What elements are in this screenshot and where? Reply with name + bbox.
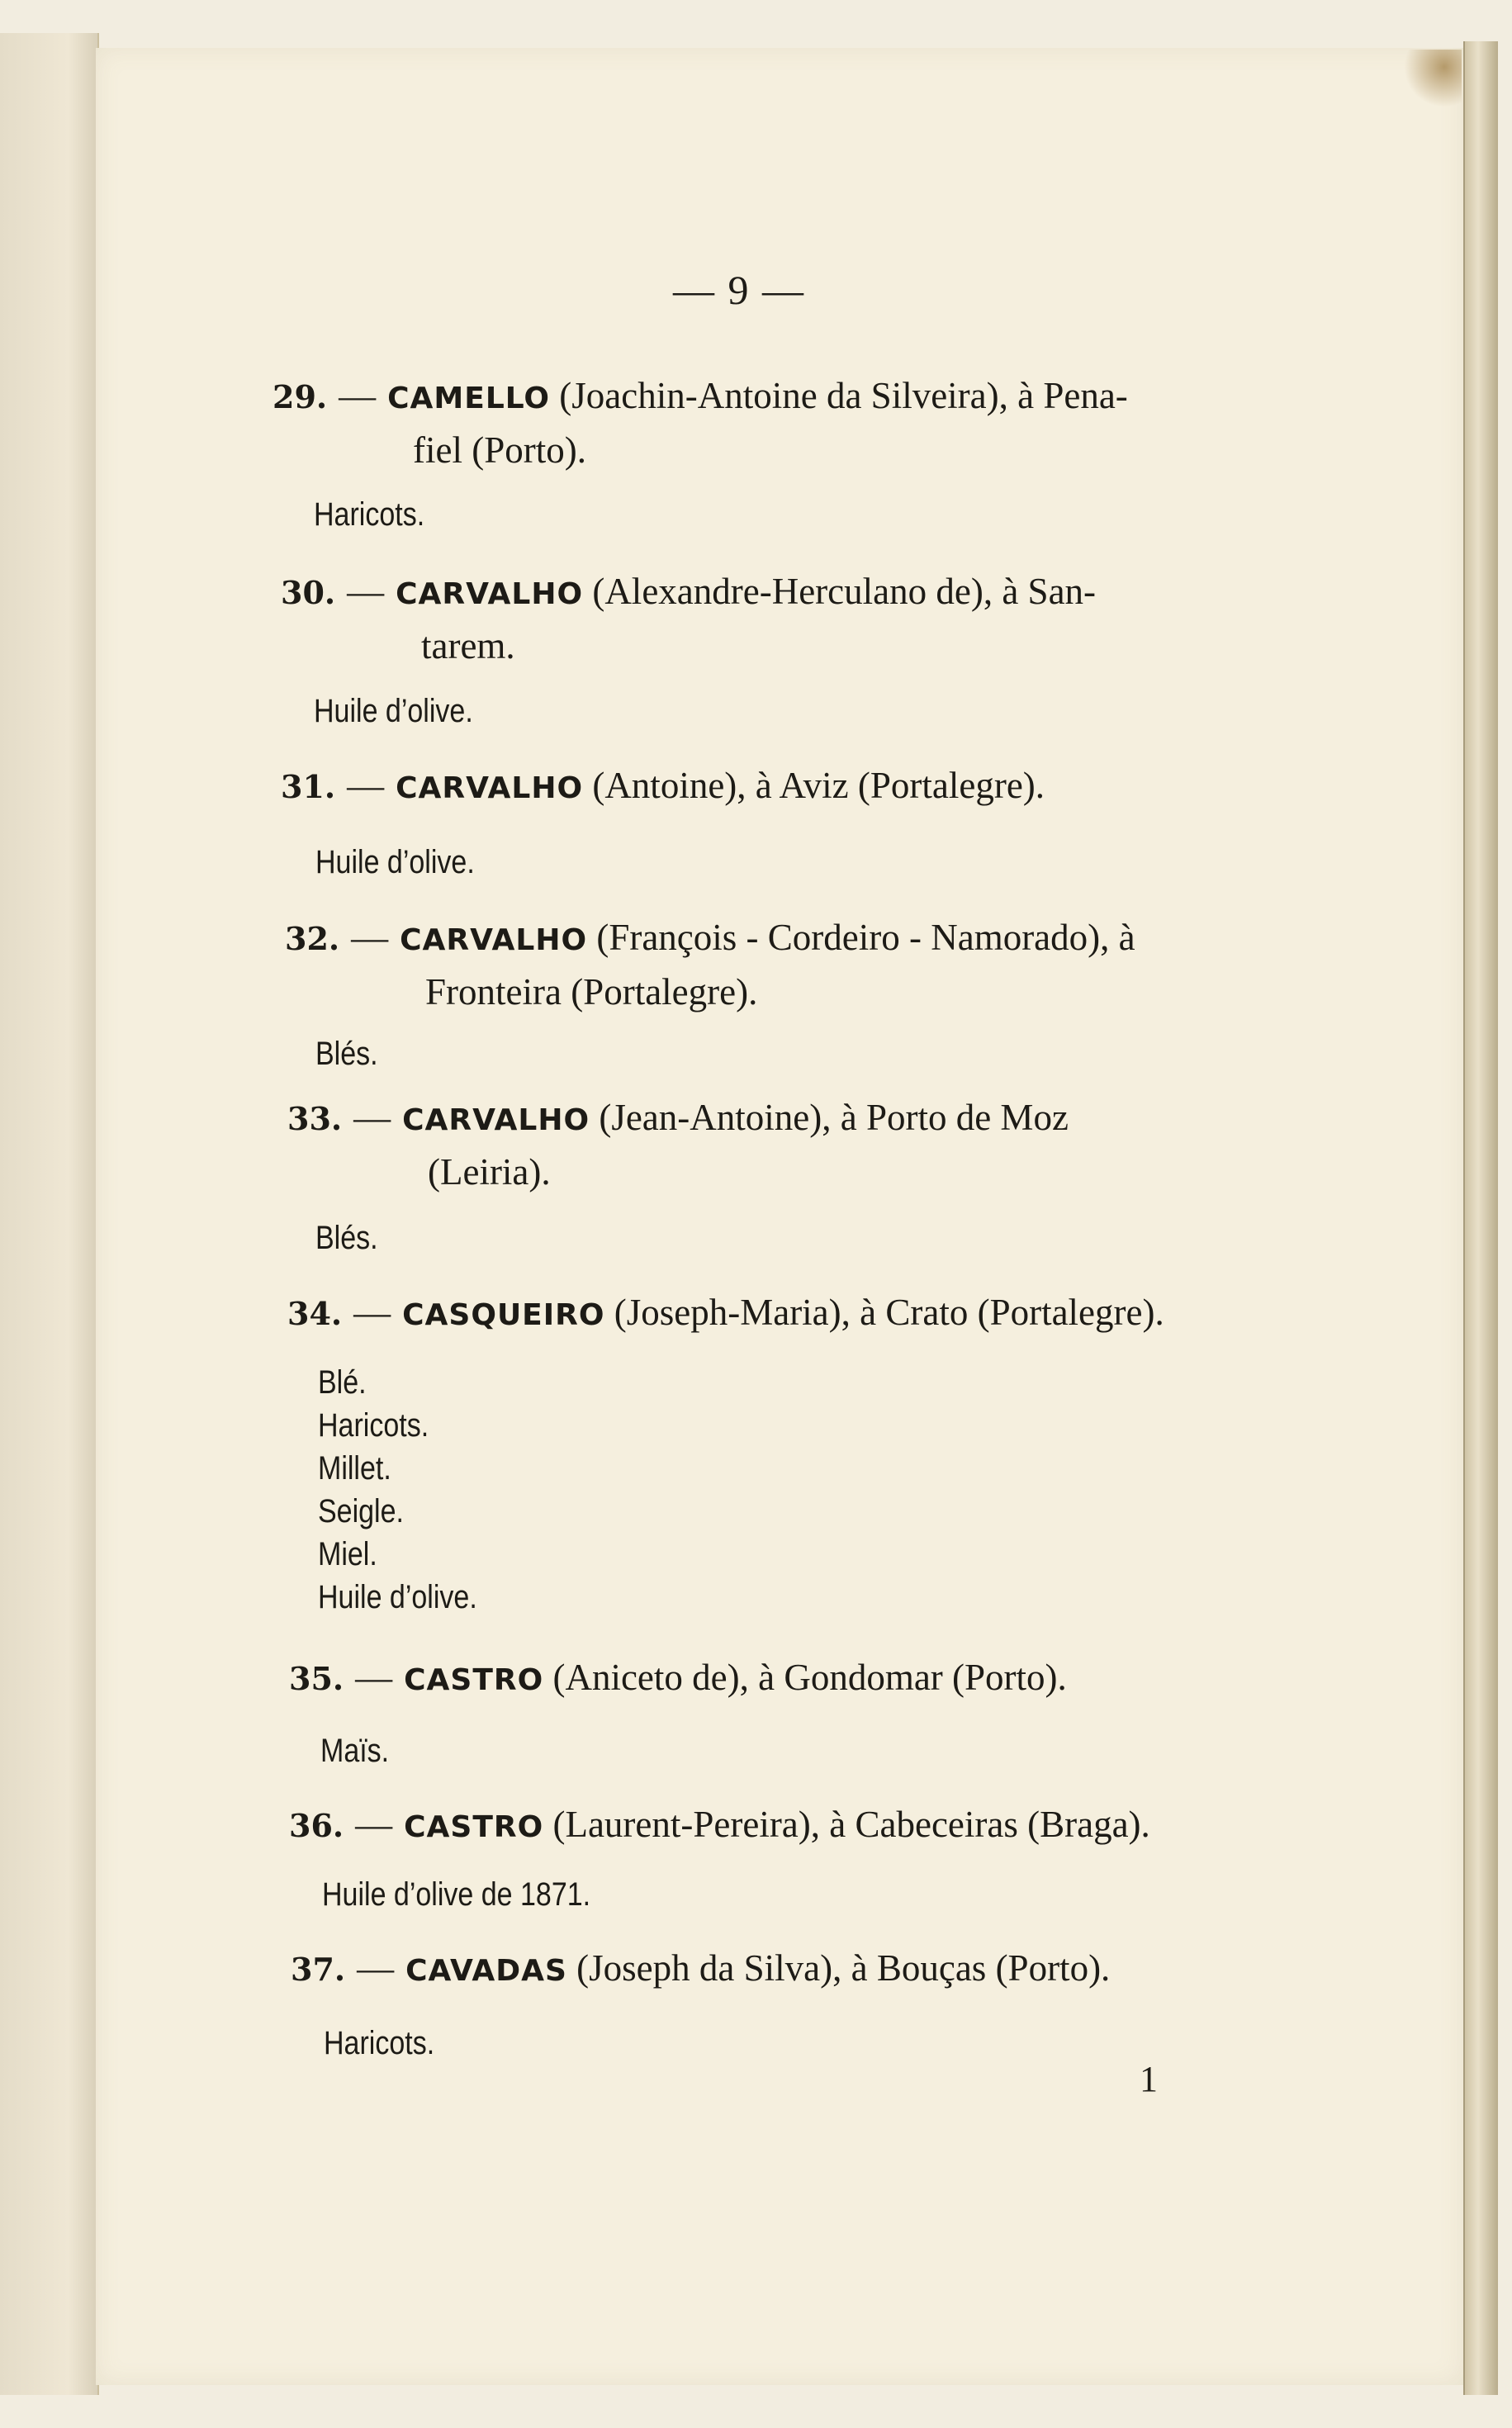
product-item: Seigle. [318,1493,404,1529]
entry-dash: — [353,1292,391,1333]
entry-surname: CARVALHO [400,923,588,957]
product-item: Millet. [318,1450,391,1487]
entry-number: 31. [281,768,336,805]
entry-surname: CASTRO [404,1810,544,1844]
product-item: Maïs. [320,1733,390,1769]
entry-details: (Laurent-Pereira), à Cabeceiras (Braga). [552,1804,1150,1845]
entry-number: 35. [289,1660,344,1697]
corner-stain [1404,50,1462,107]
product-item: Blé. [318,1364,367,1401]
entry-dash: — [357,1947,395,1989]
entry-details: (Alexandre-Herculano de), à San- [592,571,1097,612]
page-number: — 9 — [673,267,805,313]
entry-details-cont: (Leiria). [428,1151,551,1193]
entry-number: 36. [289,1807,344,1844]
entry-details: (François - Cordeiro - Namorado), à [596,917,1135,958]
page-stack-edge [1463,41,1498,2395]
entry-37 [291,1942,1298,1997]
entry-dash: — [355,1804,393,1845]
entry-dash: — [351,917,389,958]
product-item: Haricots. [314,496,425,533]
entry-number: 34. [287,1295,343,1332]
entry-30 [281,566,1280,671]
entry-number: 30. [281,574,336,611]
entry-dash: — [353,1097,391,1138]
entry-number: 32. [285,920,340,957]
entry-details: (Joseph-Maria), à Crato (Portalegre). [614,1292,1164,1333]
entry-details-cont: Fronteira (Portalegre). [425,971,758,1012]
signature-mark: 1 [1140,2059,1158,2099]
product-item: Huile d’olive. [315,844,475,880]
entry-32 [285,912,1276,1017]
entry-number: 29. [273,378,328,415]
entry-dash: — [347,765,385,806]
entry-surname: CARVALHO [396,577,584,611]
product-item: Huile d’olive de 1871. [322,1876,591,1913]
entry-details: (Aniceto de), à Gondomar (Porto). [552,1657,1067,1698]
entry-surname: CASQUEIRO [402,1298,605,1332]
entry-29 [273,370,1280,476]
entry-surname: CAMELLO [387,382,551,415]
entry-36 [289,1799,1296,1853]
entry-dash: — [355,1657,393,1698]
entry-surname: CAVADAS [405,1954,567,1988]
entry-31 [281,760,1280,814]
product-item: Haricots. [324,2025,435,2061]
product-item: Miel. [318,1536,377,1572]
entry-dash: — [339,375,377,416]
entry-surname: CASTRO [404,1663,544,1697]
entry-details: (Jean-Antoine), à Porto de Moz [599,1097,1069,1138]
entry-number: 37. [291,1951,346,1988]
product-item: Huile d’olive. [318,1579,477,1615]
product-item: Haricots. [318,1407,429,1444]
entry-33 [287,1092,1278,1197]
product-item: Blés. [315,1036,378,1072]
entry-surname: CARVALHO [396,771,584,805]
entry-details: (Antoine), à Aviz (Portalegre). [592,765,1045,806]
product-item: Blés. [315,1220,378,1256]
entry-surname: CARVALHO [402,1103,590,1137]
entry-details: (Joachin-Antoine da Silveira), à Pena- [559,375,1128,416]
entry-details-cont: fiel (Porto). [413,429,586,471]
entry-dash: — [347,571,385,612]
entry-details-cont: tarem. [421,625,515,666]
entry-35 [289,1652,1288,1706]
entry-34 [287,1287,1287,1341]
entry-details: (Joseph da Silva), à Bouças (Porto). [576,1947,1111,1989]
entry-number: 33. [287,1100,343,1137]
facing-page-edge [0,33,99,2395]
product-item: Huile d’olive. [314,693,473,729]
